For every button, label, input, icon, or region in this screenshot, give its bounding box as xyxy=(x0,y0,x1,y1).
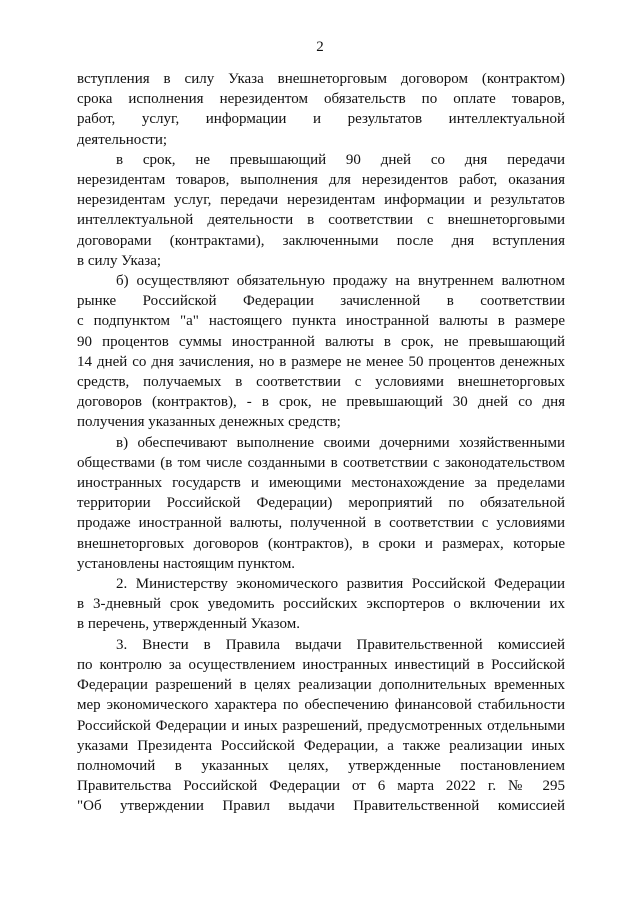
paragraph-p1 xyxy=(77,69,565,150)
text-line: получения указанных денежных средств; xyxy=(77,414,341,431)
document-body xyxy=(77,69,565,817)
text-line: иностранных государств и имеющими местонахождение за пределами xyxy=(77,475,565,492)
text-line: нерезидентам товаров, выполнения для нерезидентов работ, оказания xyxy=(77,172,565,189)
text-line: продаже иностранной валюты, полученной в соответствии с условиями xyxy=(77,515,565,532)
text-line: в срок, не превышающий 90 дней со дня передачи xyxy=(116,151,565,168)
text-line: договорами (контрактами), заключенными после дня вступления xyxy=(77,232,565,249)
text-line: обществами (в том числе созданными в соответствии с законодательством xyxy=(77,454,565,471)
text-line: договоров (контрактов), - в срок, не превышающий 30 дней со дня xyxy=(77,394,565,411)
text-line: Правительства Российской Федерации от 6 марта 2022 г. № 295 xyxy=(77,778,565,795)
text-line: 14 дней со дня зачисления, но в размере не менее 50 процентов денежных xyxy=(77,353,565,370)
text-line: 2. Министерству экономического развития Российской Федерации xyxy=(116,576,565,593)
paragraph-p5 xyxy=(77,574,565,635)
text-line: б) осуществляют обязательную продажу на внутреннем валютном xyxy=(116,273,565,290)
text-line: "Об утверждении Правил выдачи Правительственной комиссией xyxy=(77,798,565,815)
paragraph-p3 xyxy=(77,271,565,433)
text-line: интеллектуальной деятельности в соответствии с внешнеторговыми xyxy=(77,212,565,229)
text-line: в) обеспечивают выполнение своими дочерними хозяйственными xyxy=(116,434,565,451)
text-line: нерезидентам услуг, передачи нерезидентам информации и результатов xyxy=(77,192,565,209)
paragraph-p4 xyxy=(77,433,565,574)
text-line: внешнеторговых договоров (контрактов), в сроки и размерах, которые xyxy=(77,535,565,552)
text-line: деятельности; xyxy=(77,131,168,148)
text-line: территории Российской Федерации) мероприятий по обязательной xyxy=(77,495,565,512)
text-line: 90 процентов суммы иностранной валюты в срок, не превышающий xyxy=(77,333,565,350)
text-line: средств, получаемых в соответствии с условиями внешнеторговых xyxy=(77,374,565,391)
text-line: в перечень, утвержденный Указом. xyxy=(77,616,300,633)
text-line: в силу Указа; xyxy=(77,252,162,269)
page-number: 2 xyxy=(316,39,324,55)
text-line: с подпунктом "а" настоящего пункта иностранной валюты в размере xyxy=(77,313,565,330)
text-line: Российской Федерации и иных разрешений, предусмотренных отдельными xyxy=(77,717,565,734)
text-line: 3. Внести в Правила выдачи Правительственной комиссией xyxy=(116,636,565,653)
text-line: рынке Российской Федерации зачисленной в соответствии xyxy=(77,293,565,310)
paragraph-p2 xyxy=(77,150,565,271)
text-line: срока исполнения нерезидентом обязательств по оплате товаров, xyxy=(77,91,565,108)
text-line: по контролю за осуществлением иностранных инвестиций в Российской xyxy=(77,656,565,673)
text-line: в 3-дневный срок уведомить российских экспортеров о включении их xyxy=(77,596,565,613)
text-line: установлены настоящим пунктом. xyxy=(77,555,296,572)
text-line: работ, услуг, информации и результатов интеллектуальной xyxy=(77,111,565,128)
text-line: мер экономического характера по обеспечению финансовой стабильности xyxy=(77,697,565,714)
text-line: указами Президента Российской Федерации, а также реализации иных xyxy=(77,737,565,754)
text-line: полномочий в указанных целях, утвержденные постановлением xyxy=(77,757,565,774)
text-line: вступления в силу Указа внешнеторговым договором (контрактом) xyxy=(77,71,565,87)
text-line: Федерации разрешений в целях реализации дополнительных временных xyxy=(77,677,565,694)
paragraph-p6 xyxy=(77,635,565,817)
